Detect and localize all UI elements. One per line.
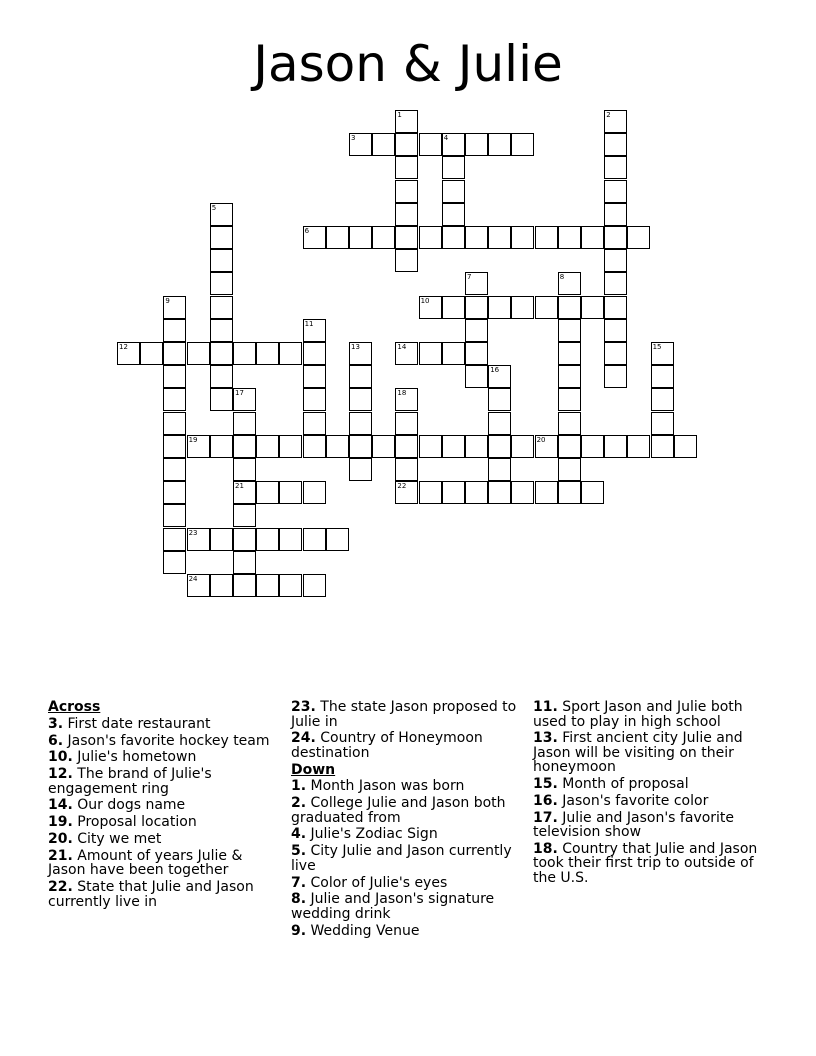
grid-cell[interactable]: [465, 481, 488, 504]
grid-cell[interactable]: [488, 133, 511, 156]
grid-cell[interactable]: [163, 458, 186, 481]
grid-cell[interactable]: [303, 319, 326, 342]
grid-cell[interactable]: [326, 226, 349, 249]
clue-num: 8.: [291, 891, 307, 908]
clue-number: 5: [211, 203, 217, 212]
grid-cell[interactable]: [558, 388, 581, 411]
grid-cell[interactable]: [465, 319, 488, 342]
grid-cell[interactable]: [395, 412, 418, 435]
grid-cell[interactable]: [303, 435, 326, 458]
grid-cell[interactable]: [163, 528, 186, 551]
clue-num: 22.: [48, 879, 73, 896]
grid-cell[interactable]: [442, 481, 465, 504]
grid-cell[interactable]: [210, 272, 233, 295]
grid-cell[interactable]: [187, 528, 210, 551]
grid-cell[interactable]: [210, 342, 233, 365]
grid-cell[interactable]: [349, 388, 372, 411]
grid-cell[interactable]: [674, 435, 697, 458]
grid-cell[interactable]: [349, 365, 372, 388]
clue-num: 5.: [291, 843, 307, 860]
grid-cell[interactable]: [465, 296, 488, 319]
grid-cell[interactable]: [303, 528, 326, 551]
grid-cell[interactable]: [395, 342, 418, 365]
clue-number: 21: [235, 482, 244, 491]
grid-cell[interactable]: [488, 296, 511, 319]
clue-number: 22: [397, 482, 407, 491]
clue-text: Amount of years Julie & Jason have been together: [48, 847, 243, 879]
grid-cell[interactable]: [395, 180, 418, 203]
grid-cell[interactable]: [442, 180, 465, 203]
grid-cell[interactable]: [233, 435, 256, 458]
grid-cell[interactable]: [233, 504, 256, 527]
grid-cell[interactable]: [163, 551, 186, 574]
grid-cell[interactable]: [419, 435, 442, 458]
clue-num: 3.: [48, 715, 64, 732]
clue-number: 12: [119, 343, 128, 351]
grid-cell[interactable]: [395, 226, 418, 249]
grid-cell[interactable]: [163, 481, 186, 504]
clues-column-3: [533, 700, 765, 888]
grid-cell[interactable]: [163, 435, 186, 458]
clue-num: 13.: [533, 730, 558, 747]
grid-cell[interactable]: [604, 156, 627, 179]
grid-cell[interactable]: [163, 296, 186, 319]
grid-cell[interactable]: [651, 342, 674, 365]
grid-cell[interactable]: [233, 574, 256, 597]
clues-column-2: [291, 700, 523, 940]
clue-number: 14: [397, 343, 407, 351]
clue-text: Julie's hometown: [72, 749, 197, 766]
grid-cell[interactable]: [511, 481, 534, 504]
down-clue: [533, 731, 765, 775]
grid-cell[interactable]: [558, 272, 581, 295]
grid-cell[interactable]: [395, 133, 418, 156]
clue-num: 14.: [48, 797, 73, 814]
grid-cell[interactable]: [465, 272, 488, 295]
grid-cell[interactable]: [465, 133, 488, 156]
clue-number: 16: [490, 366, 500, 375]
clue-number: 13: [351, 343, 360, 351]
clue-text: Our dogs name: [72, 797, 186, 814]
grid-cell[interactable]: [604, 272, 627, 295]
grid-cell[interactable]: [651, 435, 674, 458]
grid-cell[interactable]: [303, 365, 326, 388]
clue-num: 20.: [48, 831, 73, 848]
grid-cell[interactable]: [465, 226, 488, 249]
grid-cell[interactable]: [419, 133, 442, 156]
grid-cell[interactable]: [349, 458, 372, 481]
grid-cell[interactable]: [279, 574, 302, 597]
down-clue: [533, 842, 765, 886]
grid-cell[interactable]: [581, 435, 604, 458]
grid-cell[interactable]: [349, 412, 372, 435]
grid-cell[interactable]: [604, 203, 627, 226]
across-heading: Across: [48, 699, 101, 715]
grid-cell[interactable]: [210, 435, 233, 458]
grid-cell[interactable]: [535, 481, 558, 504]
clue-num: 10.: [48, 749, 73, 766]
grid-cell[interactable]: [442, 435, 465, 458]
grid-cell[interactable]: [303, 481, 326, 504]
clues-column-1: [48, 700, 276, 911]
clue-text: Country of Honeymoon destination: [291, 730, 483, 761]
grid-cell[interactable]: [651, 365, 674, 388]
grid-cell[interactable]: [395, 481, 418, 504]
grid-cell[interactable]: [279, 342, 302, 365]
down-clue: [533, 811, 765, 840]
grid-cell[interactable]: [627, 226, 650, 249]
grid-cell[interactable]: [442, 133, 465, 156]
grid-cell[interactable]: [303, 574, 326, 597]
clue-number: 4: [443, 134, 449, 143]
clue-text: Proposal location: [72, 814, 197, 831]
grid-cell[interactable]: [395, 156, 418, 179]
grid-cell[interactable]: [163, 388, 186, 411]
clue-text: Sport Jason and Julie both used to play in high school: [533, 699, 743, 730]
grid-cell[interactable]: [558, 412, 581, 435]
grid-cell[interactable]: [581, 226, 604, 249]
down-clue: [291, 844, 523, 873]
clue-text: First date restaurant: [63, 715, 211, 732]
grid-cell[interactable]: [279, 435, 302, 458]
grid-cell[interactable]: [395, 435, 418, 458]
grid-cell[interactable]: [395, 110, 418, 133]
grid-cell[interactable]: [163, 412, 186, 435]
grid-cell[interactable]: [349, 133, 372, 156]
grid-cell[interactable]: [604, 133, 627, 156]
clue-num: 18.: [533, 840, 558, 857]
grid-cell[interactable]: [210, 365, 233, 388]
clue-number: 6: [304, 227, 310, 235]
grid-cell[interactable]: [349, 226, 372, 249]
grid-cell[interactable]: [604, 319, 627, 342]
grid-cell[interactable]: [419, 226, 442, 249]
grid-cell[interactable]: [511, 296, 534, 319]
grid-cell[interactable]: [535, 435, 558, 458]
down-clue: [291, 796, 523, 825]
grid-cell[interactable]: [233, 528, 256, 551]
grid-cell[interactable]: [256, 435, 279, 458]
grid-cell[interactable]: [442, 203, 465, 226]
grid-cell[interactable]: [627, 435, 650, 458]
grid-cell[interactable]: [187, 435, 210, 458]
across-clue: [48, 880, 276, 909]
clue-text: Julie and Jason's favorite television show: [533, 809, 735, 841]
clue-text: State that Julie and Jason currently live in: [48, 879, 254, 910]
down-clue: [291, 924, 523, 939]
clue-num: 6.: [48, 732, 64, 749]
down-clue: [291, 892, 523, 921]
grid-cell[interactable]: [233, 388, 256, 411]
clue-text: Jason's favorite color: [557, 792, 709, 809]
clue-number: 20: [536, 435, 546, 444]
clue-text: Julie's Zodiac Sign: [306, 826, 438, 843]
grid-cell[interactable]: [233, 412, 256, 435]
grid-cell[interactable]: [465, 435, 488, 458]
grid-cell[interactable]: [256, 528, 279, 551]
grid-cell[interactable]: [604, 110, 627, 133]
clue-num: 7.: [291, 874, 307, 891]
grid-cell[interactable]: [604, 365, 627, 388]
grid-cell[interactable]: [419, 481, 442, 504]
down-heading: Down: [291, 761, 336, 778]
grid-cell[interactable]: [395, 388, 418, 411]
grid-cell[interactable]: [326, 528, 349, 551]
grid-cell[interactable]: [395, 458, 418, 481]
grid-cell[interactable]: [511, 226, 534, 249]
clue-text: Country that Julie and Jason took their first trip to outside of the U.S.: [533, 840, 758, 886]
grid-cell[interactable]: [488, 458, 511, 481]
grid-cell[interactable]: [256, 481, 279, 504]
grid-cell[interactable]: [558, 435, 581, 458]
grid-cell[interactable]: [210, 296, 233, 319]
grid-cell[interactable]: [488, 412, 511, 435]
clue-number: 1: [397, 111, 402, 119]
grid-cell[interactable]: [442, 296, 465, 319]
across-clue: [48, 717, 276, 732]
grid-cell[interactable]: [303, 226, 326, 249]
grid-cell[interactable]: [558, 342, 581, 365]
grid-cell[interactable]: [187, 574, 210, 597]
across-clue: [48, 767, 276, 796]
down-clue: [291, 876, 523, 891]
grid-cell[interactable]: [326, 435, 349, 458]
grid-cell[interactable]: [210, 203, 233, 226]
grid-cell[interactable]: [488, 435, 511, 458]
grid-cell[interactable]: [233, 481, 256, 504]
grid-cell[interactable]: [604, 249, 627, 272]
grid-cell[interactable]: [488, 365, 511, 388]
grid-cell[interactable]: [303, 388, 326, 411]
across-clue: [48, 815, 276, 830]
grid-cell[interactable]: [465, 342, 488, 365]
grid-cell[interactable]: [187, 342, 210, 365]
grid-cell[interactable]: [581, 296, 604, 319]
clue-text: First ancient city Julie and Jason will be visiting on their honeymoon: [533, 730, 743, 776]
down-clue: [533, 700, 765, 729]
grid-cell[interactable]: [511, 133, 534, 156]
grid-cell[interactable]: [419, 342, 442, 365]
clue-text: Jason's favorite hockey team: [63, 732, 270, 749]
grid-cell[interactable]: [488, 481, 511, 504]
grid-cell[interactable]: [511, 435, 534, 458]
grid-cell[interactable]: [210, 319, 233, 342]
grid-cell[interactable]: [604, 296, 627, 319]
grid-cell[interactable]: [442, 342, 465, 365]
grid-cell[interactable]: [233, 551, 256, 574]
down-clue: [533, 777, 765, 792]
clue-number: 24: [188, 575, 198, 583]
clue-number: 23: [188, 528, 198, 537]
grid-cell[interactable]: [349, 342, 372, 365]
clue-num: 1.: [291, 778, 307, 795]
grid-cell[interactable]: [465, 365, 488, 388]
grid-cell[interactable]: [442, 156, 465, 179]
grid-cell[interactable]: [558, 226, 581, 249]
grid-cell[interactable]: [604, 226, 627, 249]
clue-number: 10: [420, 296, 430, 305]
clue-number: 17: [235, 389, 244, 398]
across-clue: [291, 700, 523, 729]
clue-text: Wedding Venue: [306, 922, 420, 939]
clue-number: 19: [188, 435, 198, 444]
clue-num: 11.: [533, 699, 558, 715]
grid-cell[interactable]: [303, 342, 326, 365]
down-clue: [533, 794, 765, 809]
clue-num: 19.: [48, 814, 73, 831]
clue-number: 9: [165, 296, 170, 305]
grid-cell[interactable]: [256, 342, 279, 365]
grid-cell[interactable]: [535, 296, 558, 319]
grid-cell[interactable]: [651, 412, 674, 435]
grid-cell[interactable]: [163, 319, 186, 342]
grid-cell[interactable]: [395, 249, 418, 272]
grid-cell[interactable]: [488, 226, 511, 249]
clue-num: 4.: [291, 826, 307, 843]
grid-cell[interactable]: [581, 481, 604, 504]
clue-num: 21.: [48, 847, 73, 864]
grid-cell[interactable]: [604, 180, 627, 203]
clue-text: Julie and Jason's signature wedding drink: [291, 891, 495, 922]
across-clue: [291, 731, 523, 760]
grid-cell[interactable]: [210, 528, 233, 551]
grid-cell[interactable]: [651, 388, 674, 411]
grid-cell[interactable]: [233, 458, 256, 481]
clue-text: College Julie and Jason both graduated from: [291, 795, 506, 826]
clue-number: 7: [467, 273, 472, 282]
grid-cell[interactable]: [140, 342, 163, 365]
clue-text: The state Jason proposed to Julie in: [291, 699, 517, 730]
clue-number: 18: [397, 389, 407, 398]
grid-cell[interactable]: [442, 226, 465, 249]
down-clue: [291, 779, 523, 794]
clue-text: Month of proposal: [557, 776, 689, 793]
clue-text: City we met: [72, 831, 162, 848]
page-title: Jason & Julie: [253, 35, 563, 93]
grid-cell[interactable]: [488, 388, 511, 411]
grid-cell[interactable]: [535, 226, 558, 249]
grid-cell[interactable]: [163, 365, 186, 388]
grid-cell[interactable]: [210, 574, 233, 597]
grid-cell[interactable]: [210, 226, 233, 249]
clue-text: The brand of Julie's engagement ring: [48, 766, 212, 797]
clue-number: 2: [606, 111, 611, 119]
across-clue: [48, 798, 276, 813]
grid-cell[interactable]: [558, 365, 581, 388]
grid-cell[interactable]: [210, 249, 233, 272]
grid-cell[interactable]: [303, 412, 326, 435]
clue-num: 17.: [533, 809, 558, 826]
grid-cell[interactable]: [558, 458, 581, 481]
grid-cell[interactable]: [279, 528, 302, 551]
clue-number: 11: [304, 319, 314, 328]
grid-cell[interactable]: [372, 435, 395, 458]
clue-text: Color of Julie's eyes: [306, 874, 448, 891]
grid-cell[interactable]: [372, 226, 395, 249]
grid-cell[interactable]: [558, 296, 581, 319]
grid-cell[interactable]: [163, 342, 186, 365]
clue-num: 12.: [48, 766, 73, 783]
grid-cell[interactable]: [279, 481, 302, 504]
grid-cell[interactable]: [210, 388, 233, 411]
grid-cell[interactable]: [419, 296, 442, 319]
grid-cell[interactable]: [256, 574, 279, 597]
clue-number: 15: [652, 343, 662, 351]
clue-text: City Julie and Jason currently live: [291, 843, 512, 874]
across-clue: [48, 832, 276, 847]
down-clue: [291, 827, 523, 842]
grid-cell[interactable]: [558, 319, 581, 342]
grid-cell[interactable]: [117, 342, 140, 365]
grid-cell[interactable]: [163, 504, 186, 527]
clue-num: 15.: [533, 776, 558, 793]
clue-num: 16.: [533, 792, 558, 809]
clue-num: 23.: [291, 699, 316, 715]
clue-num: 2.: [291, 795, 307, 812]
grid-cell[interactable]: [558, 481, 581, 504]
grid-cell[interactable]: [395, 203, 418, 226]
grid-cell[interactable]: [372, 133, 395, 156]
across-clue: [48, 849, 276, 878]
grid-cell[interactable]: [233, 342, 256, 365]
clue-number: 3: [351, 134, 356, 143]
clue-number: 8: [559, 273, 565, 282]
grid-cell[interactable]: [349, 435, 372, 458]
grid-cell[interactable]: [604, 435, 627, 458]
grid-cell[interactable]: [604, 342, 627, 365]
clue-num: 24.: [291, 730, 316, 747]
across-clue: [48, 734, 276, 749]
clue-num: 9.: [291, 922, 307, 939]
across-clue: [48, 750, 276, 765]
clue-text: Month Jason was born: [306, 778, 465, 795]
